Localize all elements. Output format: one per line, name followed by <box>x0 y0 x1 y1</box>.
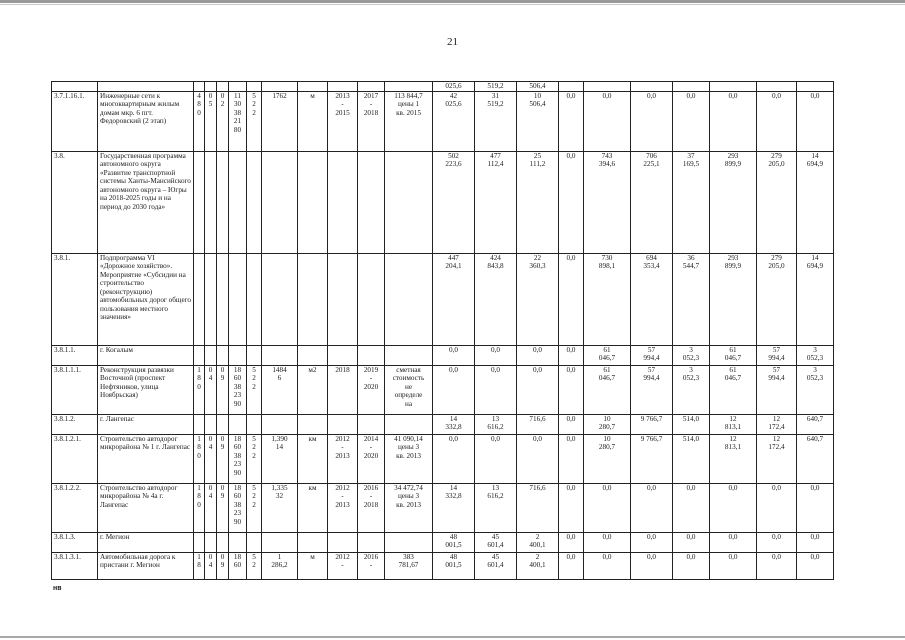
cell-fin-total-2020: 0,0 <box>584 483 631 532</box>
cell-build-years <box>358 345 385 365</box>
cell-unit: м <box>298 91 328 151</box>
cell-fin-region-2019: 13 616,2 <box>475 483 517 532</box>
cell-build-years <box>358 532 385 552</box>
table-row <box>52 253 834 345</box>
cell-kv-4: 18 60 38 23 90 <box>229 483 247 532</box>
cell-estimated-cost <box>385 414 433 434</box>
scan-edge-bottom <box>0 636 905 638</box>
cell-fin-region-2019: 13 616,2 <box>475 414 517 434</box>
cell-fin-other-2019: 0,0 <box>559 365 584 414</box>
cell-fin-total-2019: 48 001,5 <box>433 532 475 552</box>
cell-row-code: 3.8.1.2.2. <box>52 483 98 532</box>
cell-unit: м <box>298 552 328 579</box>
table-row <box>52 345 834 365</box>
cell-fin-region-2021: 0,0 <box>757 552 797 579</box>
cell-design-years: 2012 - 2013 <box>328 434 358 483</box>
table-row <box>52 483 834 532</box>
cell-fin-total-2021: 293 899,9 <box>710 253 757 345</box>
cell-kv-2 <box>205 151 217 253</box>
cell-kv-2 <box>205 532 217 552</box>
table-row <box>52 82 834 92</box>
cell-item-name: Инженерные сети к многоквартирным жилым домам мкр. 6 пгт. Федоровский (2 этап) <box>98 91 194 151</box>
cell-fin-local-2020 <box>673 82 710 92</box>
cell-kv-3 <box>217 414 229 434</box>
cell-kv-1 <box>194 532 205 552</box>
cell-unit <box>298 151 328 253</box>
cell-item-name: Государственная программа автономного округа «Развитие транспортной системы Ханты-Мансийского автономного округа – Югры на 2018-2025 годы и на период до 2030 года» <box>98 151 194 253</box>
cell-fin-other-2019: 0,0 <box>559 151 584 253</box>
scan-edge-top <box>0 0 905 3</box>
cell-unit: км <box>298 434 328 483</box>
cell-kv-5: 5 2 2 <box>247 365 262 414</box>
cell-estimated-cost: 41 090,14 цены 3 кв. 2013 <box>385 434 433 483</box>
cell-kv-3 <box>217 532 229 552</box>
cell-fin-region-2021: 0,0 <box>757 532 797 552</box>
cell-fin-region-2021: 12 172,4 <box>757 414 797 434</box>
cell-design-years: 2018 <box>328 365 358 414</box>
cell-fin-local-2019: 506,4 <box>517 82 559 92</box>
cell-kv-2 <box>205 414 217 434</box>
scan-mark: нв <box>53 585 62 592</box>
cell-kv-2: 0 4 <box>205 552 217 579</box>
cell-fin-other-2019: 0,0 <box>559 91 584 151</box>
cell-item-name <box>98 82 194 92</box>
cell-fin-local-2019: 25 111,2 <box>517 151 559 253</box>
cell-fin-local-2020: 36 544,7 <box>673 253 710 345</box>
cell-unit <box>298 253 328 345</box>
cell-kv-5 <box>247 532 262 552</box>
cell-fin-local-2020: 0,0 <box>673 483 710 532</box>
cell-estimated-cost: 113 844,7 цены 1 кв. 2015 <box>385 91 433 151</box>
cell-item-name: Реконструкция развязки Восточной (проспект Нефтяников, улица Ноябрьская) <box>98 365 194 414</box>
cell-kv-3: 0 9 <box>217 552 229 579</box>
cell-estimated-cost: 34 472,74 цены 3 кв. 2013 <box>385 483 433 532</box>
cell-fin-total-2020: 10 280,7 <box>584 414 631 434</box>
cell-fin-region-2020: 57 994,4 <box>631 365 673 414</box>
table-row <box>52 434 834 483</box>
cell-kv-1 <box>194 414 205 434</box>
cell-kv-2: 0 4 <box>205 483 217 532</box>
cell-kv-5 <box>247 151 262 253</box>
cell-row-code: 3.8.1. <box>52 253 98 345</box>
cell-unit: м2 <box>298 365 328 414</box>
cell-fin-local-2020: 3 052,3 <box>673 345 710 365</box>
cell-fin-local-2019: 2 400,1 <box>517 532 559 552</box>
cell-kv-3: 0 2 <box>217 91 229 151</box>
cell-kv-4: 18 60 <box>229 552 247 579</box>
cell-kv-3 <box>217 345 229 365</box>
cell-kv-4 <box>229 151 247 253</box>
cell-fin-local-2020: 3 052,3 <box>673 365 710 414</box>
cell-design-years: 2012 - 2013 <box>328 483 358 532</box>
cell-kv-4: 11 30 38 21 80 <box>229 91 247 151</box>
cell-fin-region-2020 <box>631 82 673 92</box>
cell-kv-5: 5 2 2 <box>247 91 262 151</box>
cell-fin-region-2019: 477 112,4 <box>475 151 517 253</box>
scan-edge-top-inner <box>0 4 905 5</box>
cell-fin-region-2020: 0,0 <box>631 483 673 532</box>
cell-fin-region-2020: 57 994,4 <box>631 345 673 365</box>
cell-kv-1: 1 8 0 <box>194 434 205 483</box>
cell-kv-5 <box>247 82 262 92</box>
cell-fin-total-2020: 743 394,6 <box>584 151 631 253</box>
cell-unit: км <box>298 483 328 532</box>
cell-fin-region-2021: 12 172,4 <box>757 434 797 483</box>
cell-fin-local-2019: 2 400,1 <box>517 552 559 579</box>
cell-estimated-cost: 383 781,67 <box>385 552 433 579</box>
cell-fin-region-2019: 45 601,4 <box>475 532 517 552</box>
program-table <box>51 81 834 580</box>
cell-fin-total-2019: 0,0 <box>433 434 475 483</box>
cell-fin-region-2020: 706 225,1 <box>631 151 673 253</box>
cell-fin-total-2019: 447 204,1 <box>433 253 475 345</box>
cell-fin-region-2020: 0,0 <box>631 532 673 552</box>
cell-fin-region-2020: 0,0 <box>631 91 673 151</box>
cell-fin-total-2019: 48 001,5 <box>433 552 475 579</box>
cell-fin-total-2019: 025,6 <box>433 82 475 92</box>
cell-fin-total-2020: 61 046,7 <box>584 365 631 414</box>
cell-capacity: 1 286,2 <box>262 552 298 579</box>
cell-estimated-cost <box>385 253 433 345</box>
cell-unit <box>298 82 328 92</box>
cell-fin-region-2020: 9 766,7 <box>631 434 673 483</box>
cell-item-name: Автомобильная дорога к пристани г. Мегион <box>98 552 194 579</box>
cell-item-name: г. Когалым <box>98 345 194 365</box>
cell-row-code: 3.8.1.1. <box>52 345 98 365</box>
cell-fin-total-2020: 0,0 <box>584 91 631 151</box>
cell-kv-4 <box>229 345 247 365</box>
cell-row-code <box>52 82 98 92</box>
cell-fin-local-2020: 514,0 <box>673 434 710 483</box>
cell-fin-total-2019: 42 025,6 <box>433 91 475 151</box>
cell-fin-other-2019 <box>559 82 584 92</box>
cell-fin-local-2021: 14 694,9 <box>797 253 834 345</box>
cell-fin-other-2019: 0,0 <box>559 483 584 532</box>
cell-capacity <box>262 345 298 365</box>
cell-fin-region-2019: 0,0 <box>475 345 517 365</box>
cell-design-years <box>328 532 358 552</box>
cell-unit <box>298 532 328 552</box>
cell-fin-total-2021: 12 813,1 <box>710 414 757 434</box>
cell-kv-2 <box>205 345 217 365</box>
cell-kv-5: 5 2 <box>247 552 262 579</box>
cell-fin-total-2020: 0,0 <box>584 552 631 579</box>
cell-estimated-cost <box>385 82 433 92</box>
cell-kv-2: 0 4 <box>205 434 217 483</box>
cell-fin-local-2019: 0,0 <box>517 365 559 414</box>
cell-build-years: 2014 - 2020 <box>358 434 385 483</box>
cell-fin-local-2021: 0,0 <box>797 532 834 552</box>
cell-fin-region-2019: 424 843,8 <box>475 253 517 345</box>
cell-fin-region-2021: 57 994,4 <box>757 365 797 414</box>
cell-kv-2: 0 4 <box>205 365 217 414</box>
cell-fin-total-2019: 14 332,8 <box>433 483 475 532</box>
cell-kv-3: 0 9 <box>217 365 229 414</box>
cell-fin-local-2019: 716,6 <box>517 414 559 434</box>
cell-fin-total-2020: 10 280,7 <box>584 434 631 483</box>
cell-fin-local-2020: 0,0 <box>673 91 710 151</box>
cell-item-name: Подпрограмма VI «Дорожное хозяйство». Мероприятие «Субсидии на строительство (реконструкцию) автомобильных дорог общего пользования местного значения» <box>98 253 194 345</box>
cell-capacity: 1,335 32 <box>262 483 298 532</box>
cell-fin-total-2019: 14 332,8 <box>433 414 475 434</box>
cell-design-years <box>328 82 358 92</box>
table-row <box>52 151 834 253</box>
cell-kv-2 <box>205 253 217 345</box>
cell-capacity <box>262 414 298 434</box>
cell-fin-other-2019: 0,0 <box>559 434 584 483</box>
cell-kv-1 <box>194 345 205 365</box>
cell-fin-total-2021: 0,0 <box>710 91 757 151</box>
cell-fin-local-2021: 640,7 <box>797 434 834 483</box>
cell-item-name: Строительство автодорог микрорайона № 1 г. Лангепас <box>98 434 194 483</box>
table-row <box>52 552 834 579</box>
table-row <box>52 91 834 151</box>
cell-fin-total-2019: 0,0 <box>433 365 475 414</box>
cell-estimated-cost: сметная стоимость не определе на <box>385 365 433 414</box>
cell-kv-5 <box>247 253 262 345</box>
cell-fin-total-2021: 61 046,7 <box>710 365 757 414</box>
cell-design-years <box>328 253 358 345</box>
cell-fin-local-2019: 0,0 <box>517 434 559 483</box>
cell-fin-total-2020 <box>584 82 631 92</box>
cell-fin-region-2019: 519,2 <box>475 82 517 92</box>
cell-fin-region-2021: 279 205,0 <box>757 253 797 345</box>
cell-fin-other-2019: 0,0 <box>559 532 584 552</box>
cell-fin-total-2020: 0,0 <box>584 532 631 552</box>
cell-fin-total-2021: 0,0 <box>710 532 757 552</box>
cell-kv-4 <box>229 414 247 434</box>
cell-fin-local-2021: 0,0 <box>797 483 834 532</box>
cell-fin-local-2021: 14 694,9 <box>797 151 834 253</box>
cell-fin-region-2019: 0,0 <box>475 365 517 414</box>
cell-fin-local-2020: 0,0 <box>673 552 710 579</box>
cell-estimated-cost <box>385 345 433 365</box>
cell-row-code: 3.8.1.3. <box>52 532 98 552</box>
cell-build-years <box>358 253 385 345</box>
table-row <box>52 365 834 414</box>
cell-capacity <box>262 532 298 552</box>
cell-fin-local-2019: 10 506,4 <box>517 91 559 151</box>
cell-kv-4 <box>229 82 247 92</box>
cell-fin-other-2019: 0,0 <box>559 414 584 434</box>
cell-kv-1: 1 8 <box>194 552 205 579</box>
cell-kv-1: 1 8 0 <box>194 365 205 414</box>
cell-capacity <box>262 253 298 345</box>
cell-kv-1 <box>194 151 205 253</box>
cell-kv-4: 18 60 38 23 90 <box>229 434 247 483</box>
cell-design-years <box>328 414 358 434</box>
cell-fin-local-2019: 0,0 <box>517 345 559 365</box>
cell-fin-local-2021: 3 052,3 <box>797 365 834 414</box>
cell-item-name: г. Лангепас <box>98 414 194 434</box>
cell-kv-3 <box>217 82 229 92</box>
cell-fin-total-2021 <box>710 82 757 92</box>
cell-kv-4 <box>229 253 247 345</box>
cell-capacity: 1484 6 <box>262 365 298 414</box>
cell-fin-other-2019: 0,0 <box>559 552 584 579</box>
cell-kv-1 <box>194 253 205 345</box>
cell-kv-2 <box>205 82 217 92</box>
cell-kv-1 <box>194 82 205 92</box>
cell-fin-local-2021 <box>797 82 834 92</box>
table-body <box>52 82 834 580</box>
cell-estimated-cost <box>385 532 433 552</box>
cell-kv-4 <box>229 532 247 552</box>
cell-fin-local-2020: 514,0 <box>673 414 710 434</box>
cell-kv-3 <box>217 253 229 345</box>
cell-fin-total-2021: 0,0 <box>710 552 757 579</box>
cell-fin-local-2019: 22 360,3 <box>517 253 559 345</box>
cell-item-name: г. Мегион <box>98 532 194 552</box>
cell-fin-local-2021: 0,0 <box>797 552 834 579</box>
cell-fin-total-2020: 61 046,7 <box>584 345 631 365</box>
cell-design-years: 2013 - 2015 <box>328 91 358 151</box>
cell-kv-5 <box>247 414 262 434</box>
cell-design-years <box>328 345 358 365</box>
cell-build-years: 2016 - 2018 <box>358 483 385 532</box>
cell-design-years <box>328 151 358 253</box>
cell-row-code: 3.8.1.1.1. <box>52 365 98 414</box>
page-number: 21 <box>447 36 458 48</box>
cell-fin-region-2019: 31 519,2 <box>475 91 517 151</box>
cell-row-code: 3.7.1.16.1. <box>52 91 98 151</box>
cell-fin-region-2021: 0,0 <box>757 483 797 532</box>
cell-capacity: 1762 <box>262 91 298 151</box>
cell-build-years <box>358 151 385 253</box>
cell-kv-1: 4 8 0 <box>194 91 205 151</box>
cell-capacity <box>262 151 298 253</box>
cell-build-years: 2017 - 2018 <box>358 91 385 151</box>
table-row <box>52 532 834 552</box>
cell-fin-region-2019: 0,0 <box>475 434 517 483</box>
cell-kv-3 <box>217 151 229 253</box>
cell-fin-total-2019: 502 223,6 <box>433 151 475 253</box>
cell-kv-4: 18 60 38 23 90 <box>229 365 247 414</box>
cell-fin-region-2021 <box>757 82 797 92</box>
cell-row-code: 3.8.1.2.1. <box>52 434 98 483</box>
cell-fin-region-2021: 0,0 <box>757 91 797 151</box>
cell-build-years: 2019 - 2020 <box>358 365 385 414</box>
cell-fin-local-2020: 0,0 <box>673 532 710 552</box>
cell-design-years: 2012 - <box>328 552 358 579</box>
cell-row-code: 3.8.1.3.1. <box>52 552 98 579</box>
cell-estimated-cost <box>385 151 433 253</box>
cell-kv-1: 1 8 0 <box>194 483 205 532</box>
cell-fin-other-2019: 0,0 <box>559 345 584 365</box>
cell-build-years <box>358 414 385 434</box>
cell-fin-region-2020: 0,0 <box>631 552 673 579</box>
cell-fin-total-2021: 293 899,9 <box>710 151 757 253</box>
cell-fin-region-2019: 45 601,4 <box>475 552 517 579</box>
cell-capacity <box>262 82 298 92</box>
cell-row-code: 3.8. <box>52 151 98 253</box>
cell-kv-3: 0 9 <box>217 483 229 532</box>
cell-fin-region-2020: 9 766,7 <box>631 414 673 434</box>
cell-fin-total-2021: 0,0 <box>710 483 757 532</box>
cell-fin-local-2021: 0,0 <box>797 91 834 151</box>
cell-kv-5 <box>247 345 262 365</box>
cell-fin-local-2020: 37 169,5 <box>673 151 710 253</box>
cell-fin-other-2019: 0,0 <box>559 253 584 345</box>
cell-build-years: 2016 - <box>358 552 385 579</box>
cell-item-name: Строительство автодорог микрорайона № 4а г. Лангепас <box>98 483 194 532</box>
cell-fin-total-2019: 0,0 <box>433 345 475 365</box>
cell-fin-local-2021: 640,7 <box>797 414 834 434</box>
cell-unit <box>298 414 328 434</box>
cell-fin-local-2021: 3 052,3 <box>797 345 834 365</box>
cell-fin-local-2019: 716,6 <box>517 483 559 532</box>
cell-fin-region-2021: 57 994,4 <box>757 345 797 365</box>
cell-fin-region-2021: 279 205,0 <box>757 151 797 253</box>
table-row <box>52 414 834 434</box>
cell-kv-5: 5 2 2 <box>247 483 262 532</box>
cell-row-code: 3.8.1.2. <box>52 414 98 434</box>
cell-fin-total-2021: 61 046,7 <box>710 345 757 365</box>
cell-kv-3: 0 9 <box>217 434 229 483</box>
cell-kv-5: 5 2 2 <box>247 434 262 483</box>
cell-fin-total-2020: 730 898,1 <box>584 253 631 345</box>
cell-build-years <box>358 82 385 92</box>
cell-fin-total-2021: 12 813,1 <box>710 434 757 483</box>
cell-kv-2: 0 5 <box>205 91 217 151</box>
cell-fin-region-2020: 694 353,4 <box>631 253 673 345</box>
cell-capacity: 1,390 14 <box>262 434 298 483</box>
cell-unit <box>298 345 328 365</box>
